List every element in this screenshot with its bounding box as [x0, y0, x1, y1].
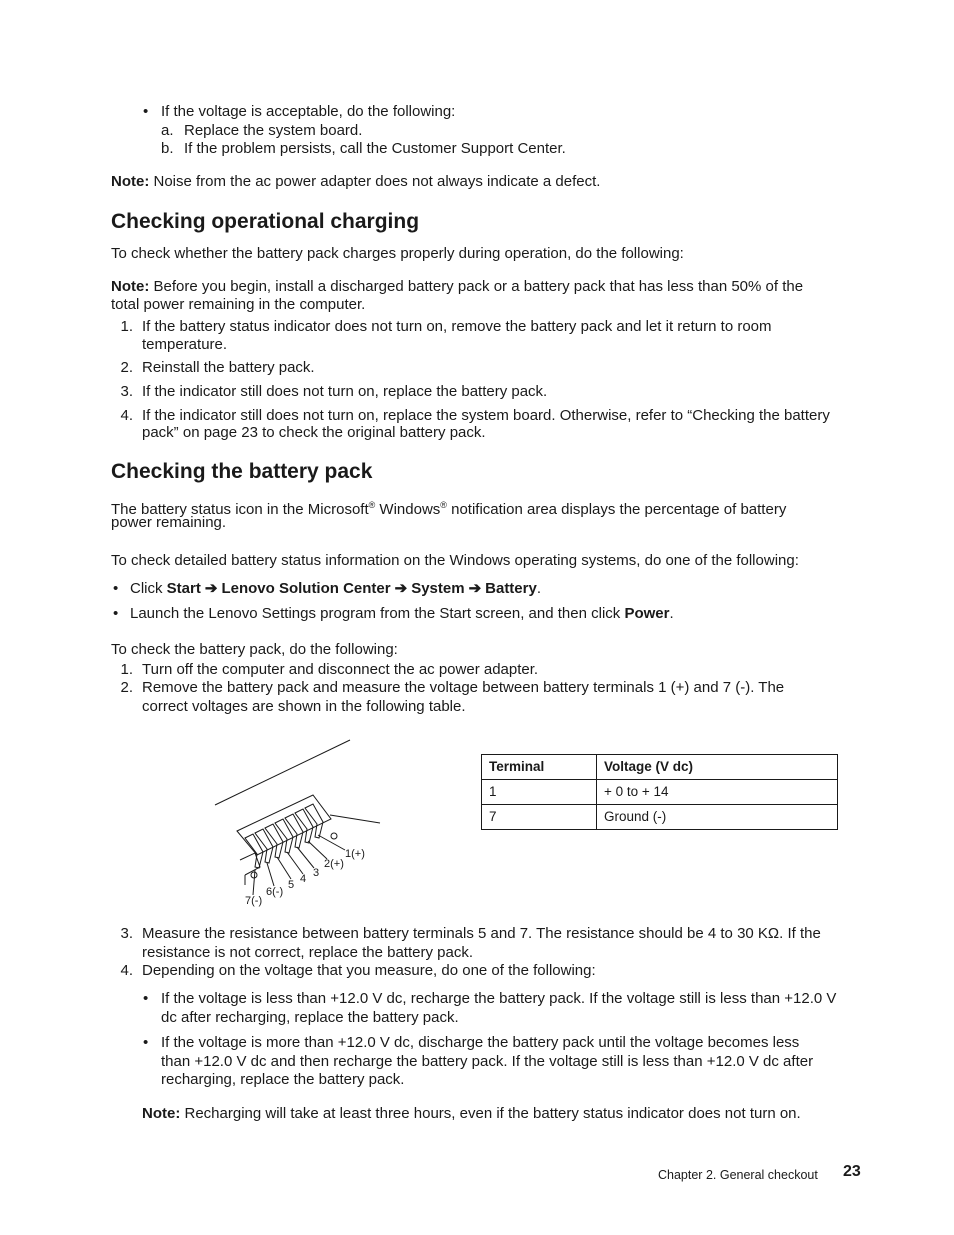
- section1-note: [111, 278, 803, 297]
- step-text: pack” on page 23 to check the original battery pack.: [142, 424, 486, 441]
- step-number: 3.: [120, 383, 133, 400]
- bullet-marker: •: [113, 580, 119, 597]
- bold-power: Power: [624, 605, 670, 622]
- terminal-label-7: 7(-): [245, 895, 263, 907]
- table-cell: + 0 to + 14: [597, 780, 838, 805]
- section-title-battery-pack: Checking the battery pack: [111, 460, 373, 483]
- menu-path-solution-center: Lenovo Solution Center: [221, 580, 391, 597]
- step-number: 2.: [120, 359, 133, 376]
- bullet-text: Launch the Lenovo Settings program from the Start screen, and then click: [130, 605, 625, 622]
- sub-bullet-text: recharging, replace the battery pack.: [161, 1071, 405, 1088]
- intro-sub-a: Replace the system board.: [184, 122, 363, 139]
- registered-mark: ®: [440, 500, 447, 510]
- step-text: If the indicator still does not turn on, replace the system board. Otherwise, refer to “Checking the battery: [142, 407, 830, 424]
- intro-sub-b: If the problem persists, call the Customer Support Center.: [184, 140, 566, 157]
- terminal-label-4: 4: [300, 873, 307, 885]
- sub-bullet-text: dc after recharging, replace the battery pack.: [161, 1009, 459, 1026]
- step-text: Reinstall the battery pack.: [142, 359, 315, 376]
- menu-path-start: Start: [166, 580, 201, 597]
- table-cell: Ground (-): [597, 805, 838, 830]
- arrow-right-icon: ➔: [204, 580, 218, 597]
- step-text: correct voltages are shown in the following table.: [142, 698, 466, 715]
- bullet-text: .: [536, 580, 541, 597]
- menu-path-battery: Battery: [485, 580, 537, 597]
- note-label: Note:: [142, 1105, 181, 1122]
- section-title-operational-charging: Checking operational charging: [111, 210, 420, 233]
- screw-mark: [331, 833, 337, 839]
- step-number: 1.: [120, 661, 133, 678]
- step-text: Remove the battery pack and measure the voltage between battery terminals 1 (+) and 7 (-). The: [142, 679, 785, 696]
- battery-terminal-diagram: [205, 735, 395, 915]
- page-number: 23: [843, 1163, 861, 1180]
- step-text: Turn off the computer and disconnect the ac power adapter.: [142, 661, 539, 678]
- sub-bullet-text: If the voltage is less than +12.0 V dc, recharge the battery pack. If the voltage still is less than +12.0 V: [161, 990, 837, 1007]
- note-label: Note:: [111, 278, 150, 295]
- step-number: 2.: [120, 679, 133, 696]
- registered-mark: ®: [368, 500, 376, 510]
- arrow-right-icon: ➔: [394, 580, 408, 597]
- terminal-label-6: 6(-): [266, 886, 284, 898]
- terminal-voltage-table: [481, 754, 838, 830]
- bullet-marker: •: [143, 103, 149, 120]
- table-row: [482, 780, 838, 805]
- section1-lead: To check whether the battery pack charges properly during operation, do the following:: [111, 245, 684, 262]
- step-text: Measure the resistance between battery terminals 5 and 7. The resistance should be 4 to 30 KΩ. If the: [142, 925, 821, 942]
- section2-note: [142, 1105, 801, 1124]
- terminal-label-1: 1(+): [345, 848, 365, 860]
- section2-p3: To check the battery pack, do the following:: [111, 641, 398, 658]
- bullet-marker: •: [143, 990, 149, 1007]
- footer-chapter: Chapter 2. General checkout: [658, 1168, 818, 1182]
- bullet-text: .: [669, 605, 674, 622]
- terminal-label-2: 2(+): [324, 858, 344, 870]
- bullet-marker: •: [113, 605, 119, 622]
- terminal-contacts: [245, 804, 323, 868]
- step-number: 4.: [120, 962, 133, 979]
- table-cell: 7: [482, 805, 597, 830]
- battery-body-outline: [330, 815, 380, 823]
- sub-bullet-text: If the voltage is more than +12.0 V dc, discharge the battery pack until the voltage becomes less: [161, 1034, 800, 1051]
- sub-bullet-text: than +12.0 V dc and then recharge the battery pack. If the voltage still is less than +12.0 V dc after: [161, 1053, 814, 1070]
- note-text: Before you begin, install a discharged battery pack or a battery pack that has less than 50% of the: [153, 278, 804, 295]
- p1-text: Windows: [375, 501, 441, 518]
- list-marker: b.: [161, 140, 174, 157]
- note-text: Recharging will take at least three hours, even if the battery status indicator does not turn on.: [184, 1105, 801, 1122]
- p1-text: notification area displays the percentage of battery: [446, 501, 787, 518]
- intro-note: [111, 173, 600, 192]
- step-text: resistance is not correct, replace the battery pack.: [142, 944, 473, 961]
- step-number: 4.: [120, 407, 133, 424]
- bullet-text: Click: [130, 580, 167, 597]
- terminal-label-5: 5: [288, 879, 295, 891]
- section2-p2: To check detailed battery status information on the Windows operating systems, do one of the following:: [111, 552, 799, 569]
- bullet-marker: •: [143, 1034, 149, 1051]
- step-text: If the indicator still does not turn on, replace the battery pack.: [142, 383, 548, 400]
- bullet-click-path: [130, 580, 541, 599]
- terminal-label-3: 3: [313, 867, 320, 879]
- p1-text: The battery status icon in the Microsoft: [111, 501, 369, 518]
- section1-note-line2: total power remaining in the computer.: [111, 296, 366, 313]
- step-text: temperature.: [142, 336, 228, 353]
- table-row: [482, 805, 838, 830]
- step-text: Depending on the voltage that you measure, do one of the following:: [142, 962, 596, 979]
- bullet-lenovo-settings: [130, 605, 674, 624]
- note-label: Note:: [111, 173, 150, 190]
- menu-path-system: System: [411, 580, 465, 597]
- battery-edge-line: [215, 740, 350, 805]
- table-header-voltage: Voltage (V dc): [597, 755, 838, 780]
- table-cell: 1: [482, 780, 597, 805]
- step-number: 3.: [120, 925, 133, 942]
- arrow-right-icon: ➔: [468, 580, 482, 597]
- intro-bullet: If the voltage is acceptable, do the following:: [161, 103, 456, 120]
- section2-p1-line2: power remaining.: [111, 514, 227, 531]
- table-header-row: [482, 755, 838, 780]
- table-header-terminal: Terminal: [482, 755, 597, 780]
- note-text: Noise from the ac power adapter does not always indicate a defect.: [153, 173, 601, 190]
- step-number: 1.: [120, 318, 133, 335]
- step-text: If the battery status indicator does not turn on, remove the battery pack and let it return to room: [142, 318, 772, 335]
- list-marker: a.: [161, 122, 174, 139]
